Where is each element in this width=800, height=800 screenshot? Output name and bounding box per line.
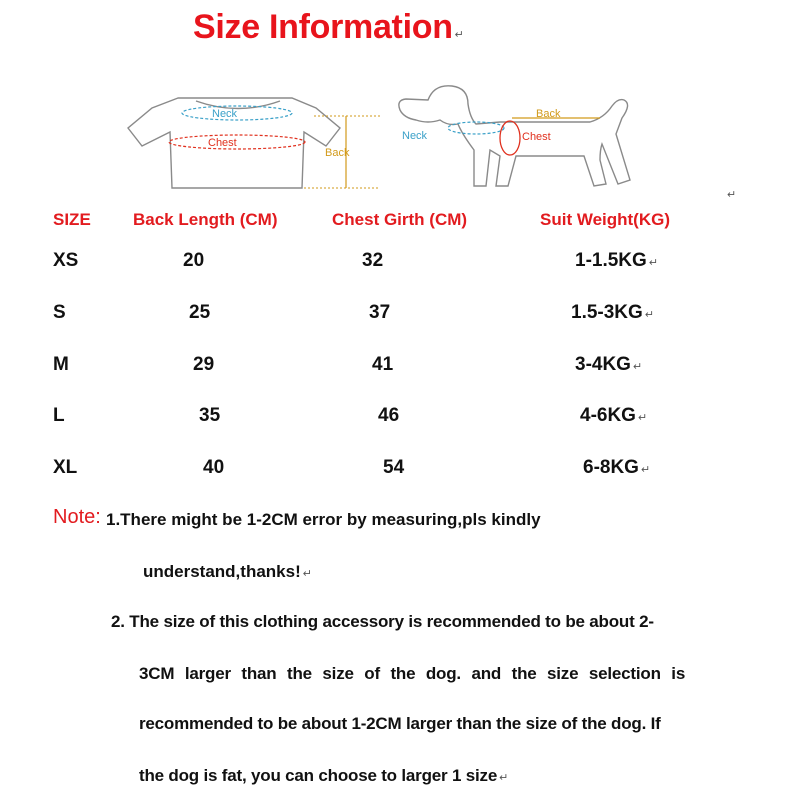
cell-suit-weight: 4-6KG ↵ (580, 405, 648, 426)
shirt-neck-label: Neck (212, 108, 238, 120)
cell-size: M (53, 354, 69, 375)
cell-back-length: 20 (183, 250, 205, 271)
cell-chest-girth: 37 (369, 302, 391, 323)
note-2-line-3: recommended to be about 1-2CM larger than the size of the dog. If (139, 714, 661, 733)
cell-suit-weight: 6-8KG ↵ (583, 457, 651, 478)
cell-suit-weight: 1-1.5KG ↵ (575, 250, 659, 271)
return-mark-icon: ↵ (727, 189, 737, 201)
cell-suit-weight: 1.5-3KG ↵ (571, 302, 655, 323)
cell-back-length: 35 (199, 405, 221, 426)
cell-back-length: 25 (189, 302, 211, 323)
note-2-line-4: the dog is fat, you can choose to larger 1 size ↵ (139, 766, 509, 785)
dog-chest-measure (500, 121, 520, 155)
note-1-line-1: 1.There might be 1-2CM error by measuring,pls kindly (106, 510, 541, 529)
header-suit-weight: Suit Weight(KG) (540, 210, 670, 229)
cell-size: L (53, 405, 65, 426)
cell-size: XL (53, 457, 78, 478)
page-title: Size Information ↵ (193, 8, 464, 46)
shirt-chest-label: Chest (208, 137, 237, 149)
note-2-line-2: 3CM larger than the size of the dog. and the size selection is (139, 664, 686, 683)
dog-chest-label: Chest (522, 131, 551, 143)
dog-back-label: Back (536, 108, 561, 120)
cell-chest-girth: 41 (372, 354, 394, 375)
cell-chest-girth: 46 (378, 405, 400, 426)
note-label: Note: (53, 506, 101, 528)
return-mark-icon: ↵ (454, 29, 464, 41)
header-size: SIZE (53, 210, 91, 229)
dog-neck-label: Neck (402, 130, 428, 142)
header-chest-girth: Chest Girth (CM) (332, 210, 468, 229)
note-1-line-2: understand,thanks! ↵ (143, 562, 312, 581)
header-back-length: Back Length (CM) (133, 210, 278, 229)
dog-illustration (399, 86, 630, 186)
cell-size: S (53, 302, 66, 323)
cell-chest-girth: 32 (362, 250, 384, 271)
cell-back-length: 40 (203, 457, 225, 478)
shirt-chest-measure (169, 135, 305, 149)
shirt-back-label: Back (325, 147, 350, 159)
cell-size: XS (53, 250, 79, 271)
cell-chest-girth: 54 (383, 457, 405, 478)
cell-back-length: 29 (193, 354, 215, 375)
note-2-line-1: 2. The size of this clothing accessory is recommended to be about 2- (111, 612, 654, 631)
measurement-diagram (0, 0, 800, 200)
cell-suit-weight: 3-4KG ↵ (575, 354, 643, 375)
